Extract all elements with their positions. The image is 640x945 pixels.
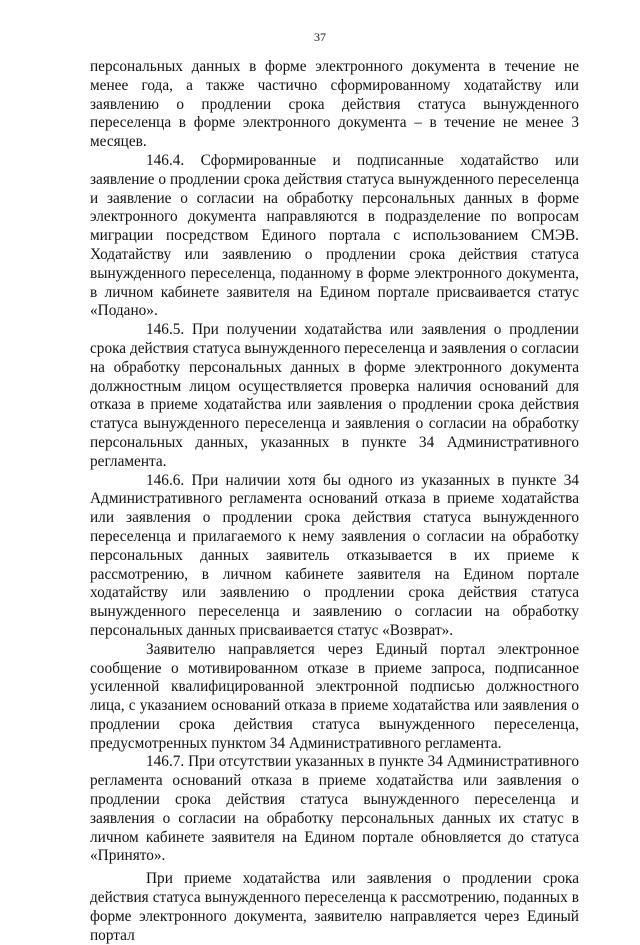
- document-body: [90, 58, 579, 945]
- paragraph-146-7: 146.7. При отсутствии указанных в пункте 34 Административного регламента оснований отказа в приеме ходатайства или заявления о продлении срока действия статуса вынужденного переселенца и заявления о согласии на обработку персональных данных их статус в личном кабинете заявителя на Едином портале обновляется до статуса «Принято».: [90, 753, 579, 865]
- paragraph-notification: Заявителю направляется через Единый портал электронное сообщение о мотивированном отказе в приеме запроса, подписанное усиленной квалифицированной электронной подписью должностного лица, с указанием оснований отказа в приеме ходатайства или заявления о продлении срока действия статуса вынужденного переселенца, предусмотренных пунктом 34 Административного регламента.: [90, 640, 579, 752]
- paragraph-146-4: 146.4. Сформированные и подписанные ходатайство или заявление о продлении срока действия статуса вынужденного переселенца и заявление о согласии на обработку персональных данных в форме электронного документа направляются в подразделение по вопросам миграции посредством Единого портала с использованием СМЭВ. Ходатайству или заявлению о продлении срока действия статуса вынужденного переселенца, поданному в форме электронного документа, в личном кабинете заявителя на Едином портале присваивается статус «Подано».: [90, 151, 579, 320]
- paragraph-146-5: 146.5. При получении ходатайства или заявления о продлении срока действия статуса вынужденного переселенца и заявления о согласии на обработку персональных данных в форме электронного документа должностным лицом осуществляется проверка наличия оснований для отказа в приеме ходатайства или заявления о продлении срока действия статуса вынужденного переселенца и заявления о согласии на обработку персональных данных, указанных в пункте 34 Административного регламента.: [90, 321, 579, 470]
- paragraph-continuation: персональных данных в форме электронного документа в течение не менее года, а также частично сформированному ходатайству или заявлению о продлении срока действия статуса вынужденного переселенца в форме электронного документа – в течение не менее 3 месяцев.: [90, 58, 579, 151]
- paragraph-146-6: 146.6. При наличии хотя бы одного из указанных в пункте 34 Административного регламента оснований отказа в приеме ходатайства или заявления о продлении срока действия статуса вынужденного переселенца и прилагаемого к нему заявления о согласии на обработку персональных данных заявитель отказывается в их приеме к рассмотрению, в личном кабинете заявителя на Едином портале ходатайству или заявлению о продлении срока действия статуса вынужденного переселенца и заявлению о согласии на обработку персональных данных присваивается статус «Возврат».: [90, 471, 579, 639]
- page-number: 37: [314, 30, 326, 44]
- paragraph-acceptance: При приеме ходатайства или заявления о продлении срока действия статуса вынужденного переселенца к рассмотрению, поданных в форме электронного документа, заявителю направляется через Единый портал: [90, 870, 579, 944]
